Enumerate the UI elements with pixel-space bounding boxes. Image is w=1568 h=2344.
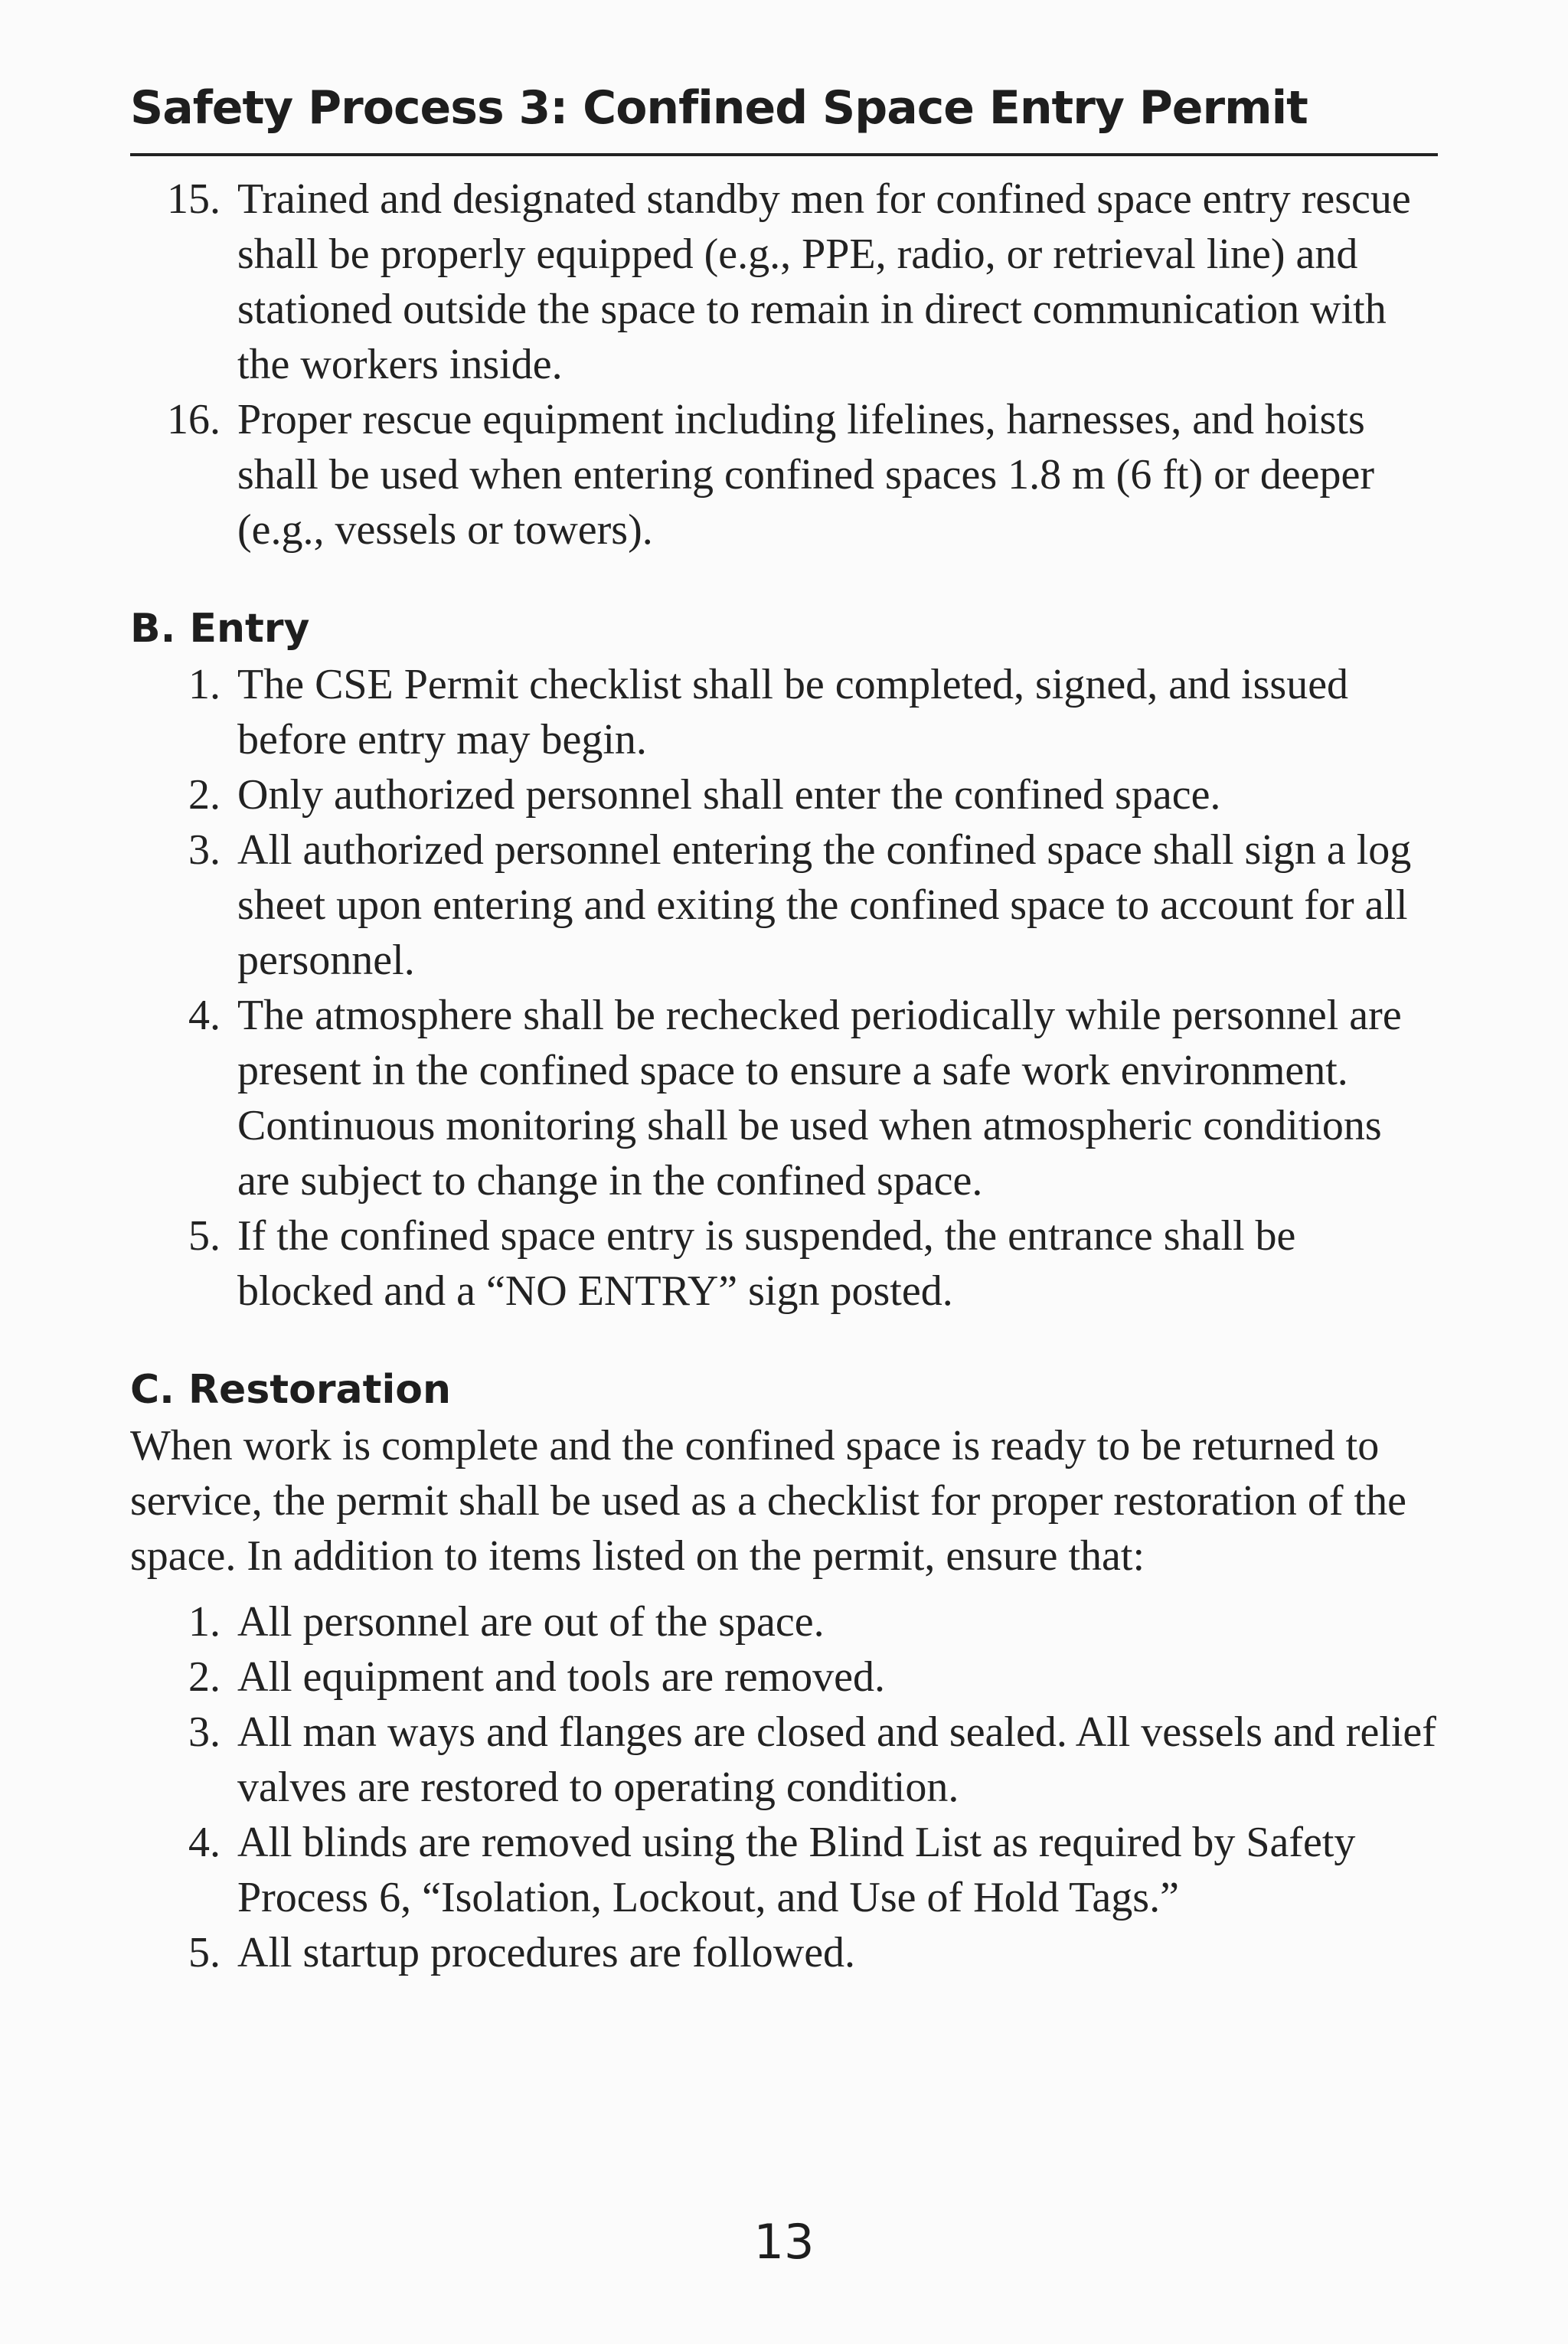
list-item bbox=[130, 1594, 1438, 1649]
list-item bbox=[130, 657, 1438, 767]
item-text: All equipment and tools are removed. bbox=[237, 1653, 885, 1701]
section-heading-entry: B. Entry bbox=[130, 606, 310, 652]
entry-section bbox=[130, 600, 1438, 1319]
list-item bbox=[130, 1208, 1438, 1319]
list-item bbox=[130, 1649, 1438, 1705]
item-text: If the confined space entry is suspended, the entrance shall be blocked and a “NO ENTRY” sign posted. bbox=[237, 1212, 1296, 1315]
item-text: All authorized personnel entering the confined space shall sign a log sheet upon entering and exiting the confined space to account for all personnel. bbox=[237, 826, 1412, 984]
item-number: 2. bbox=[188, 771, 220, 819]
item-number: 1. bbox=[188, 661, 220, 708]
continued-item-list bbox=[130, 172, 1438, 557]
item-number: 16. bbox=[167, 396, 220, 443]
item-text: All blinds are removed using the Blind List as required by Safety Process 6, “Isolation, Lockout, and Use of Hold Tags.” bbox=[237, 1819, 1356, 1921]
item-number: 5. bbox=[188, 1212, 220, 1260]
item-text: Proper rescue equipment including lifelines, harnesses, and hoists shall be used when entering confined spaces 1.8 m (6 ft) or deeper (e.g., vessels or towers). bbox=[237, 396, 1375, 554]
list-item bbox=[130, 1925, 1438, 1980]
item-number: 4. bbox=[188, 992, 220, 1039]
item-number: 4. bbox=[188, 1819, 220, 1866]
header-divider bbox=[130, 153, 1438, 156]
page-number: 13 bbox=[753, 2214, 815, 2270]
item-number: 5. bbox=[188, 1929, 220, 1976]
item-text: The atmosphere shall be rechecked periodically while personnel are present in the confined space to ensure a safe work environment. Continuous monitoring shall be used when atmospheric conditions are subject to change in the confined space. bbox=[237, 992, 1402, 1205]
list-item bbox=[130, 988, 1438, 1208]
entry-item-list bbox=[130, 657, 1438, 1319]
restoration-item-list bbox=[130, 1594, 1438, 1980]
list-item bbox=[130, 1815, 1438, 1925]
item-number: 1. bbox=[188, 1598, 220, 1646]
item-text: All personnel are out of the space. bbox=[237, 1598, 825, 1646]
list-item bbox=[130, 767, 1438, 822]
item-number: 15. bbox=[167, 175, 220, 223]
restoration-section bbox=[130, 1362, 1438, 1980]
section-heading-restoration: C. Restoration bbox=[130, 1367, 452, 1413]
restoration-intro: When work is complete and the confined space is ready to be returned to service, the permit shall be used as a checklist for proper restoration of the space. In addition to items listed on the permit, ensure that: bbox=[130, 1422, 1406, 1580]
item-number: 3. bbox=[188, 826, 220, 874]
list-item bbox=[130, 822, 1438, 988]
item-text: All startup procedures are followed. bbox=[237, 1929, 856, 1976]
list-item bbox=[130, 172, 1438, 392]
list-item bbox=[130, 1705, 1438, 1815]
item-number: 3. bbox=[188, 1708, 220, 1756]
list-item bbox=[130, 392, 1438, 557]
page-title: Safety Process 3: Confined Space Entry Permit bbox=[130, 81, 1308, 135]
item-text: The CSE Permit checklist shall be completed, signed, and issued before entry may begin. bbox=[237, 661, 1349, 763]
item-text: All man ways and flanges are closed and sealed. All vessels and relief valves are restored to operating condition. bbox=[237, 1708, 1436, 1811]
item-text: Trained and designated standby men for confined space entry rescue shall be properly equipped (e.g., PPE, radio, or retrieval line) and stationed outside the space to remain in direct communication with the workers inside. bbox=[237, 175, 1411, 388]
page-content bbox=[130, 74, 1438, 1980]
item-text: Only authorized personnel shall enter the confined space. bbox=[237, 771, 1221, 819]
item-number: 2. bbox=[188, 1653, 220, 1701]
